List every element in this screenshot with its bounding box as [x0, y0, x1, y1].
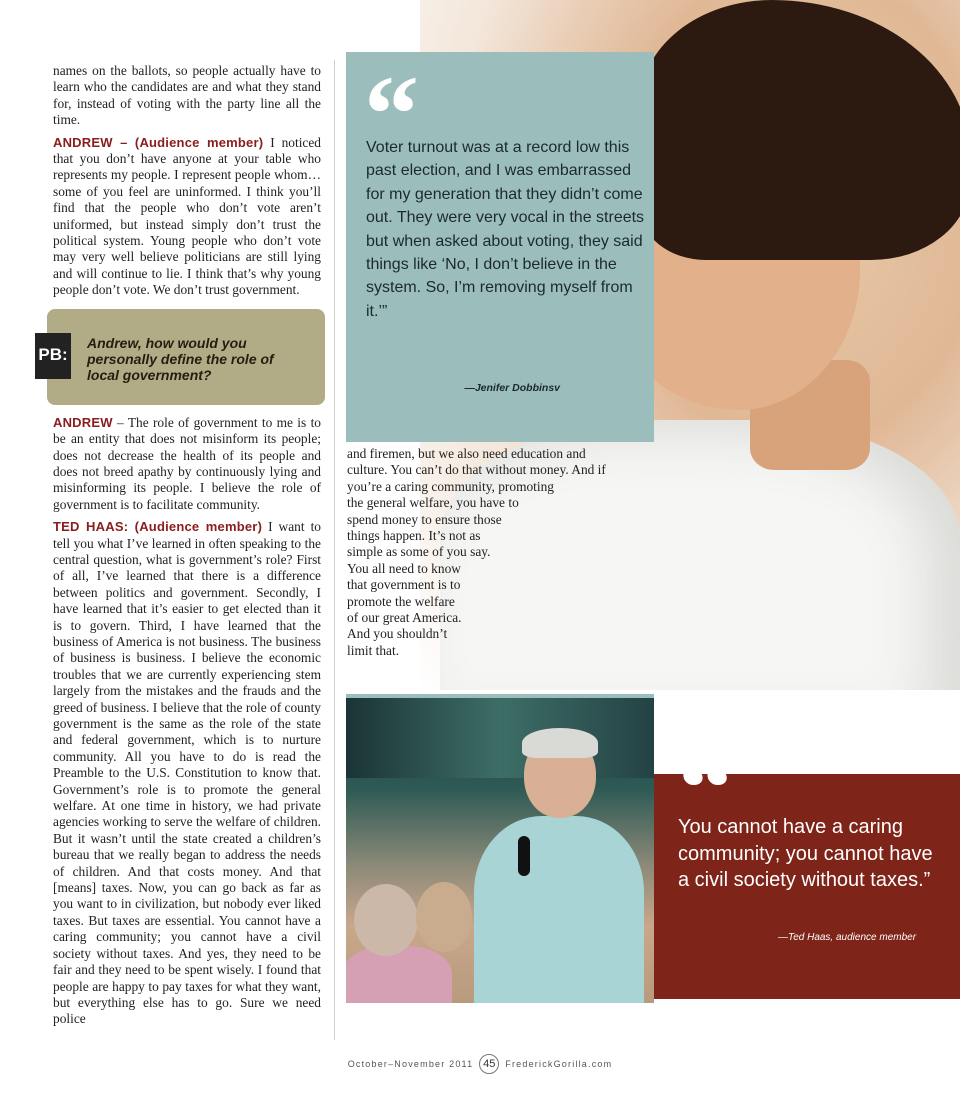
column-divider	[334, 60, 335, 1040]
speaker-andrew: ANDREW – (Audience member)	[53, 134, 264, 150]
pb-question: Andrew, how would you personally define the role of local government?	[87, 334, 274, 383]
open-quote-icon: “	[678, 727, 733, 849]
middle-line: and firemen, but we also need education and	[347, 446, 586, 461]
middle-line: And you shouldn’t	[347, 626, 448, 642]
andrew-paragraph-2	[53, 415, 321, 513]
intro-paragraph: names on the ballots, so people actually have to learn who the candidates are and what they stand for, instead of voting with the party line all the time.	[53, 63, 321, 128]
middle-line: the general welfare, you have to	[347, 495, 519, 511]
middle-line: things happen. It’s not as	[347, 528, 481, 544]
page-number: 45	[479, 1054, 499, 1074]
middle-line: promote the welfare	[347, 593, 455, 609]
speaker-ted-haas: TED HAAS: (Audience member)	[53, 519, 263, 535]
page-footer	[0, 1054, 960, 1074]
middle-line: of our great America.	[347, 610, 462, 626]
andrew-text-2: – The role of government to me is to be an entity that does not misinform its people; does not decrease the health of its people and does not breed apathy by continuously lying and misinforming its people. I believe the role of government is to facilitate community.	[53, 414, 321, 512]
pull-quote-attribution: —Ted Haas, audience member	[778, 932, 917, 943]
ted-text: I want to tell you what I’ve learned in often speaking to the central question, what is government’s role? First of all, I’ve learned that there is a difference between politics and government. Secondly, I have learned that it’s easier to get elected than it is to govern. Third, I have learned that the business of America is not business. The business of business is business. I believe the economic troubles that we are currently experiencing stem largely from the mistakes and the frauds and the greed of business. I believe that the role of county government is the same as the role of the state and federal government, which is to nurture community. All you have to do is read the Preamble to the U.S. Constitution to know that. Government’s role is to promote the general welfare. At one time in history, we had private agencies working to serve the welfare of children. But it wasn’t until the state created a children’s bureau that we really began to address the needs of children. And that costs money. And that [means] taxes. Now, you can go back as far as you want to in civilization, but nobody ever liked taxes. But taxes are essential. You cannot have a caring community; you cannot have a civil society without taxes. And yes, they need to be fair and they need to be spent wisely. I found that people are happy to pay taxes for what they want, but everything else has to go. Sure we need police	[53, 519, 322, 1027]
photo-hair-shape	[640, 0, 960, 260]
middle-line: that government is to	[347, 577, 461, 593]
photo-audience-head-shape	[416, 882, 472, 952]
microphone-icon	[518, 836, 530, 876]
site-name: FrederickGorilla.com	[505, 1059, 613, 1069]
open-quote-icon: “	[364, 53, 419, 175]
photo-man-shirt-shape	[474, 816, 644, 1003]
speaker-andrew-2: ANDREW	[53, 414, 113, 430]
middle-line: You all need to know	[347, 560, 461, 576]
pull-quote-text: Voter turnout was at a record low this past election, and I was embarrassed for my generation that they didn’t come out. They were very vocal in the streets but when asked about voting, they said things like ‘No, I don’t believe in the system. So, I’m removing myself from it.’”	[366, 139, 645, 320]
photo-audience-head-shape	[354, 884, 418, 956]
ted-paragraph	[53, 519, 321, 1028]
middle-line: spend money to ensure those	[347, 511, 502, 527]
middle-line: simple as some of you say.	[347, 544, 491, 560]
middle-line: limit that.	[347, 642, 400, 658]
left-column	[38, 63, 322, 1034]
middle-line: culture. You can’t do that without money. And if	[347, 462, 606, 478]
issue-date: October–November 2011	[347, 1059, 474, 1069]
andrew-text-1: I noticed that you don’t have anyone at your table who represents my people. I represent people whom…some of you feel are uninformed. I think you’ll find that the people who don’t vote aren’t uniformed, but instead simply don’t trust the political system. Young people who don’t vote may very well believe politicians are still lying and will continue to lie. I think that’s why young people don’t vote. We don’t trust government.	[53, 134, 321, 298]
photo-ted-haas-speaking	[346, 694, 654, 1003]
middle-column	[347, 446, 617, 659]
andrew-paragraph-1	[53, 135, 321, 299]
photo-background-shape	[346, 698, 654, 778]
pull-quote-text: You cannot have a caring community; you cannot have a civil society without taxes.”	[678, 816, 933, 891]
pull-quote-dobbins	[346, 52, 654, 442]
pb-question-box	[38, 309, 325, 405]
pull-quote-attribution: —Jenifer Dobbinsv	[464, 382, 560, 394]
pull-quote-haas	[654, 727, 960, 999]
pb-label: PB:	[35, 333, 71, 379]
middle-line: you’re a caring community, promoting	[347, 478, 555, 494]
photo-audience-shape	[346, 946, 452, 1003]
photo-man-hair-shape	[522, 728, 598, 758]
